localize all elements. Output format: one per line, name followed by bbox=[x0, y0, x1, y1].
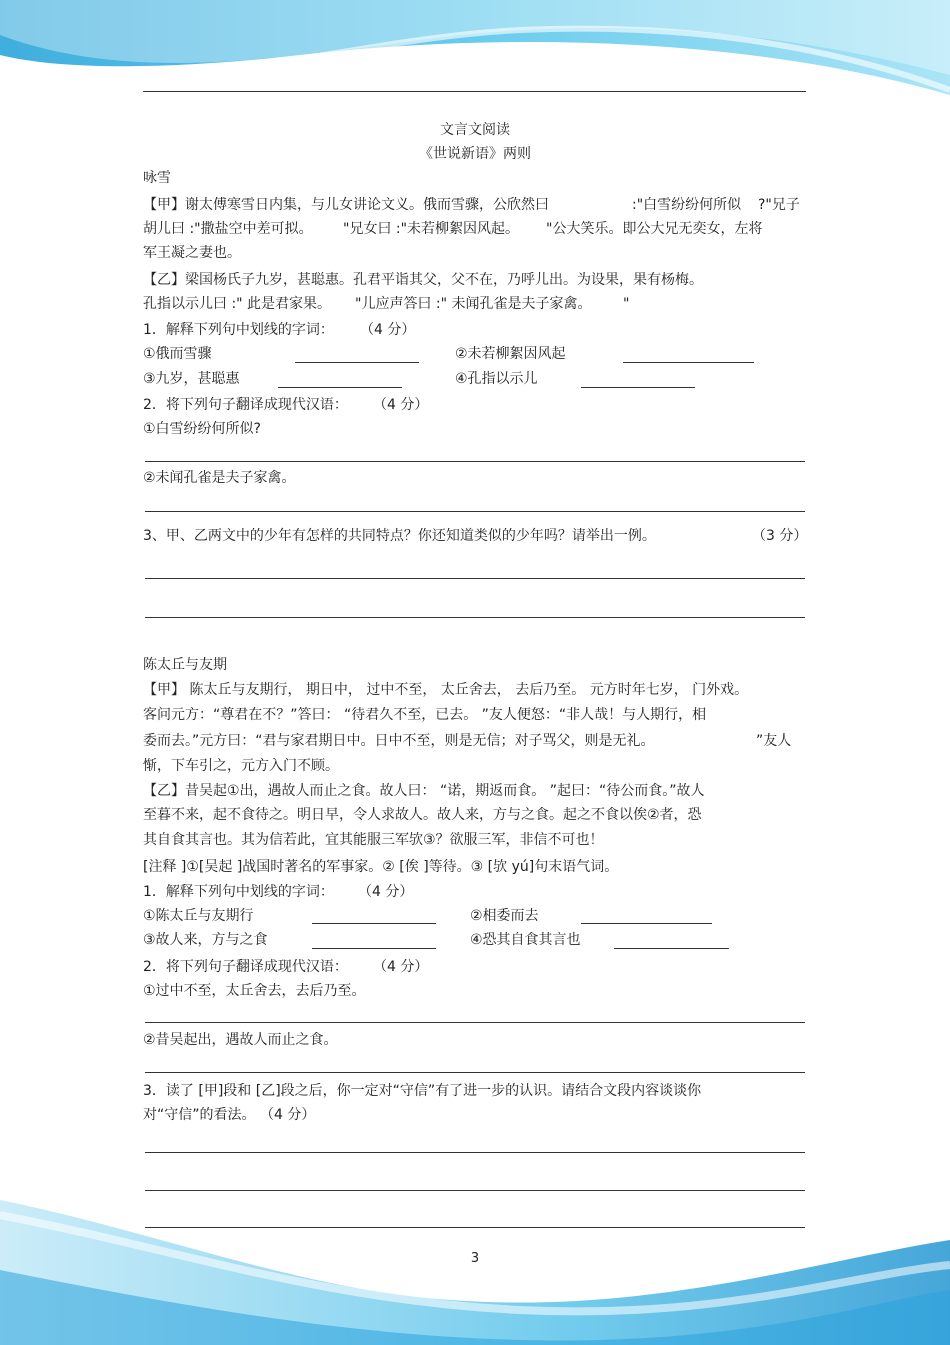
s1-q1: 1．解释下列句中划线的字词： bbox=[143, 322, 334, 338]
s2-q3-answer3[interactable] bbox=[145, 1227, 805, 1228]
s2-q3-line2: 对“守信”的看法。 （4 分） bbox=[143, 1107, 316, 1123]
s1-yi-line1: 【乙】梁国杨氏子九岁，甚聪惠。孔君平诣其父，父不在，乃呼儿出。为设果，果有杨梅。 bbox=[143, 272, 703, 288]
s1-yi-line2c: " bbox=[623, 296, 630, 312]
s1-q1-answer3[interactable] bbox=[278, 387, 402, 388]
s2-q1-item2: ②相委而去 bbox=[470, 908, 539, 924]
s1-q1-score: （4 分） bbox=[360, 322, 416, 338]
s2-q2-item1: ①过中不至，太丘舍去，去后乃至。 bbox=[143, 983, 366, 999]
s2-q1-answer2[interactable] bbox=[581, 923, 712, 924]
s1-yi-line2b: "儿应声答曰 :" 未闻孔雀是夫子家禽。 bbox=[355, 296, 592, 312]
s2-jia-line2: 客问元方：“尊君在不？”答曰： “待君久不至，已去。 ”友人便怒：“非人哉！与人期行，相 bbox=[143, 707, 707, 723]
s1-jia-line2c: "公大笑乐。即公大兄无奕女，左将 bbox=[546, 221, 763, 237]
s2-q1-answer4[interactable] bbox=[614, 948, 729, 949]
s1-jia-line2a: 胡儿曰 :"撒盐空中差可拟。 bbox=[143, 221, 313, 237]
s2-q1-item3: ③故人来，方与之食 bbox=[143, 932, 268, 948]
s2-q1-item4: ④恐其自食其言也 bbox=[470, 932, 581, 948]
s2-yi-line2: 至暮不来，起不食待之。明日早，令人求故人。故人来，方与之食。起之不食以俟②者，恐 bbox=[143, 807, 702, 823]
s2-jia-line1: 【甲】 陈太丘与友期行， 期日中， 过中不至， 太丘舍去， 去后乃至。 元方时年七岁， 门外戏。 bbox=[143, 682, 749, 698]
header-rule bbox=[143, 91, 806, 92]
s1-q3-answer2[interactable] bbox=[145, 617, 805, 618]
s1-q2-item2: ②未闻孔雀是夫子家禽。 bbox=[143, 470, 296, 486]
s2-q1-answer3[interactable] bbox=[312, 948, 436, 949]
section1-heading: 咏雪 bbox=[143, 170, 171, 186]
s2-q2: 2．将下列句子翻译成现代汉语： bbox=[143, 959, 348, 975]
s2-q1-answer1[interactable] bbox=[312, 923, 436, 924]
s2-note: [注释 ]①[吴起 ]战国时著名的军事家。② [俟 ]等待。③ [欤 yú]句末语气词。 bbox=[143, 859, 619, 875]
s2-q1-item1: ①陈太丘与友期行 bbox=[143, 908, 254, 924]
s2-jia-line3b: ”友人 bbox=[756, 733, 792, 749]
s1-q1-item3: ③九岁，甚聪惠 bbox=[143, 371, 240, 387]
page-subtitle: 《世说新语》两则 bbox=[419, 146, 531, 162]
s1-q2-score: （4 分） bbox=[373, 397, 429, 413]
s2-q3-line1: 3．读了 [甲]段和 [乙]段之后，你一定对“守信”有了进一步的认识。请结合文段内容谈谈你 bbox=[143, 1083, 702, 1099]
s1-q1-item2: ②未若柳絮因风起 bbox=[455, 346, 566, 362]
s1-yi-line2a: 孔指以示儿曰 :" 此是君家果。 bbox=[143, 296, 332, 312]
s2-q2-item2: ②昔吴起出，遇故人而止之食。 bbox=[143, 1032, 338, 1048]
s1-q1-item4: ④孔指以示儿 bbox=[455, 371, 538, 387]
page-number: 3 bbox=[470, 1251, 480, 1266]
s1-q1-answer1[interactable] bbox=[295, 362, 419, 363]
s1-q2-answer1[interactable] bbox=[145, 461, 805, 462]
s2-q2-answer1[interactable] bbox=[145, 1022, 805, 1023]
s2-q2-score: （4 分） bbox=[373, 959, 429, 975]
s2-yi-line3: 其自食其言也。其为信若此，宜其能服三军欤③？欲服三军，非信不可也！ bbox=[143, 832, 604, 848]
s1-jia-line1c: ?"兄子 bbox=[758, 197, 800, 213]
s1-jia-line2b: "兄女曰 :"未若柳絮因风起。 bbox=[343, 221, 520, 237]
s2-q2-answer2[interactable] bbox=[145, 1072, 805, 1073]
s2-q1: 1．解释下列句中划线的字词： bbox=[143, 884, 334, 900]
s1-jia-line1b: :"白雪纷纷何所似 bbox=[632, 197, 742, 213]
section2-heading: 陈太丘与友期 bbox=[143, 657, 227, 673]
s1-q1-answer4[interactable] bbox=[581, 387, 695, 388]
s1-jia-line1: 【甲】谢太傅寒雪日内集，与儿女讲论文义。俄而雪骤，公欣然曰 bbox=[143, 197, 549, 213]
s1-q3-score: （3 分） bbox=[752, 528, 808, 544]
page-title: 文言文阅读 bbox=[440, 122, 510, 138]
s1-q1-item1: ①俄而雪骤 bbox=[143, 346, 212, 362]
s2-yi-line1: 【乙】昔吴起①出，遇故人而止之食。故人曰： “诺，期返而食。 ”起曰：“待公而食。”故人 bbox=[143, 783, 705, 799]
s1-q2-item1: ①白雪纷纷何所似? bbox=[143, 421, 261, 437]
s1-jia-line3: 军王凝之妻也。 bbox=[143, 245, 241, 261]
s2-q3-answer2[interactable] bbox=[145, 1190, 805, 1191]
s1-q1-answer2[interactable] bbox=[623, 362, 754, 363]
s1-q2-answer2[interactable] bbox=[145, 511, 805, 512]
s1-q2: 2．将下列句子翻译成现代汉语： bbox=[143, 397, 348, 413]
s2-q1-score: （4 分） bbox=[358, 884, 414, 900]
s1-q3-answer1[interactable] bbox=[145, 578, 805, 579]
s1-q3: 3、甲、乙两文中的少年有怎样的共同特点？你还知道类似的少年吗？请举出一例。 bbox=[143, 528, 656, 544]
s2-q3-answer1[interactable] bbox=[145, 1152, 805, 1153]
s2-jia-line3a: 委而去。”元方曰：“君与家君期日中。日中不至，则是无信；对子骂父，则是无礼。 bbox=[143, 733, 655, 749]
s2-jia-line4: 惭，下车引之，元方入门不顾。 bbox=[143, 758, 339, 774]
